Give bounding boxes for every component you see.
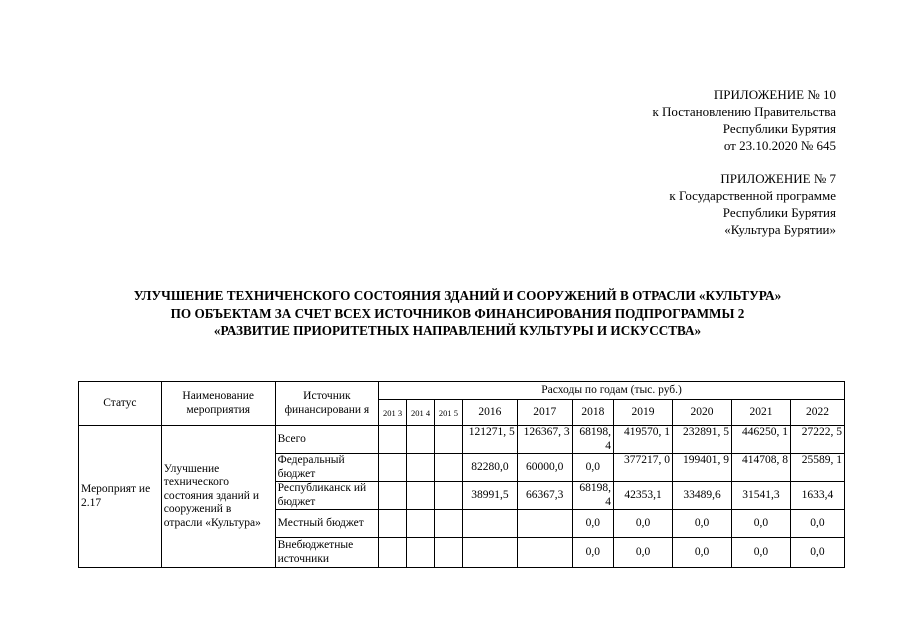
annex-7-program: к Государственной программе <box>669 188 836 203</box>
value-cell: 0,0 <box>790 510 844 538</box>
value-cell <box>379 482 407 510</box>
value-cell: 0,0 <box>790 538 844 568</box>
header-year: 2019 <box>614 400 673 426</box>
value-cell: 377217, 0 <box>614 454 673 482</box>
value-cell: 0,0 <box>572 510 613 538</box>
header-year: 2022 <box>790 400 844 426</box>
value-cell: 31541,3 <box>732 482 791 510</box>
value-cell: 419570, 1 <box>614 426 673 454</box>
value-cell <box>435 482 463 510</box>
value-cell: 0,0 <box>614 510 673 538</box>
value-cell: 0,0 <box>572 538 613 568</box>
value-cell: 0,0 <box>732 510 791 538</box>
value-cell: 27222, 5 <box>790 426 844 454</box>
annex-7-block <box>669 170 836 238</box>
value-cell: 126367, 3 <box>517 426 572 454</box>
value-cell: 66367,3 <box>517 482 572 510</box>
source-cell: Всего <box>275 426 379 454</box>
value-cell: 60000,0 <box>517 454 572 482</box>
annex-10-date: от 23.10.2020 № 645 <box>723 138 836 153</box>
value-cell: 68198, 4 <box>572 482 613 510</box>
header-year: 2020 <box>673 400 732 426</box>
header-source: Источник финансировани я <box>275 382 379 426</box>
header-year: 2016 <box>462 400 517 426</box>
title-line-2: ПО ОБЪЕКТАМ ЗА СЧЕТ ВСЕХ ИСТОЧНИКОВ ФИНАНСИРОВАНИЯ ПОДПРОГРАММЫ 2 <box>170 305 745 321</box>
value-cell: 38991,5 <box>462 482 517 510</box>
annex-7-republic: Республики Бурятия <box>722 205 836 220</box>
status-cell: Мероприят ие 2.17 <box>79 426 162 568</box>
source-cell: Местный бюджет <box>275 510 379 538</box>
header-year: 201 4 <box>407 400 435 426</box>
value-cell: 25589, 1 <box>790 454 844 482</box>
expenses-table <box>78 381 845 568</box>
source-cell: Республиканск ий бюджет <box>275 482 379 510</box>
header-status: Статус <box>79 382 162 426</box>
event-name-cell: Улучшение технического состояния зданий и сооружений в отрасли «Культура» <box>161 426 275 568</box>
value-cell: 0,0 <box>572 454 613 482</box>
value-cell <box>435 538 463 568</box>
value-cell: 446250, 1 <box>732 426 791 454</box>
value-cell: 68198, 4 <box>572 426 613 454</box>
header-year: 2017 <box>517 400 572 426</box>
value-cell <box>407 426 435 454</box>
annex-10-resolution: к Постановлению Правительства <box>652 104 836 119</box>
value-cell <box>462 510 517 538</box>
value-cell: 42353,1 <box>614 482 673 510</box>
source-cell: Федеральный бюджет <box>275 454 379 482</box>
value-cell: 232891, 5 <box>673 426 732 454</box>
value-cell <box>407 538 435 568</box>
value-cell <box>407 454 435 482</box>
value-cell <box>462 538 517 568</box>
value-cell: 0,0 <box>673 538 732 568</box>
header-expenses: Расходы по годам (тыс. руб.) <box>379 382 845 400</box>
annex-7-program-name: «Культура Бурятии» <box>724 222 836 237</box>
value-cell <box>407 482 435 510</box>
value-cell <box>517 538 572 568</box>
value-cell <box>435 454 463 482</box>
value-cell <box>379 426 407 454</box>
value-cell <box>517 510 572 538</box>
annex-7-number: ПРИЛОЖЕНИЕ № 7 <box>720 171 836 186</box>
header-year: 201 3 <box>379 400 407 426</box>
value-cell: 199401, 9 <box>673 454 732 482</box>
annex-10-republic: Республики Бурятия <box>722 121 836 136</box>
annex-10-number: ПРИЛОЖЕНИЕ № 10 <box>713 87 836 102</box>
value-cell <box>407 510 435 538</box>
value-cell <box>435 426 463 454</box>
header-year: 2021 <box>732 400 791 426</box>
value-cell: 414708, 8 <box>732 454 791 482</box>
annex-10-block <box>652 86 836 154</box>
header-name: Наименование мероприятия <box>161 382 275 426</box>
value-cell: 121271, 5 <box>462 426 517 454</box>
value-cell <box>379 454 407 482</box>
value-cell: 1633,4 <box>790 482 844 510</box>
title-line-1: УЛУЧШЕНИЕ ТЕХНИЧЕНСКОГО СОСТОЯНИЯ ЗДАНИЙ И СООРУЖЕНИЙ В ОТРАСЛИ «КУЛЬТУРА» <box>133 288 782 303</box>
value-cell <box>435 510 463 538</box>
header-year: 2018 <box>572 400 613 426</box>
source-cell: Внебюджетные источники <box>275 538 379 568</box>
value-cell: 82280,0 <box>462 454 517 482</box>
value-cell: 33489,6 <box>673 482 732 510</box>
value-cell: 0,0 <box>614 538 673 568</box>
value-cell <box>379 510 407 538</box>
header-year: 201 5 <box>435 400 463 426</box>
title-line-3: «РАЗВИТИЕ ПРИОРИТЕТНЫХ НАПРАВЛЕНИЙ КУЛЬТУРЫ И ИСКУССТВА» <box>213 323 702 338</box>
document-title <box>70 287 845 340</box>
value-cell: 0,0 <box>673 510 732 538</box>
value-cell <box>379 538 407 568</box>
value-cell: 0,0 <box>732 538 791 568</box>
